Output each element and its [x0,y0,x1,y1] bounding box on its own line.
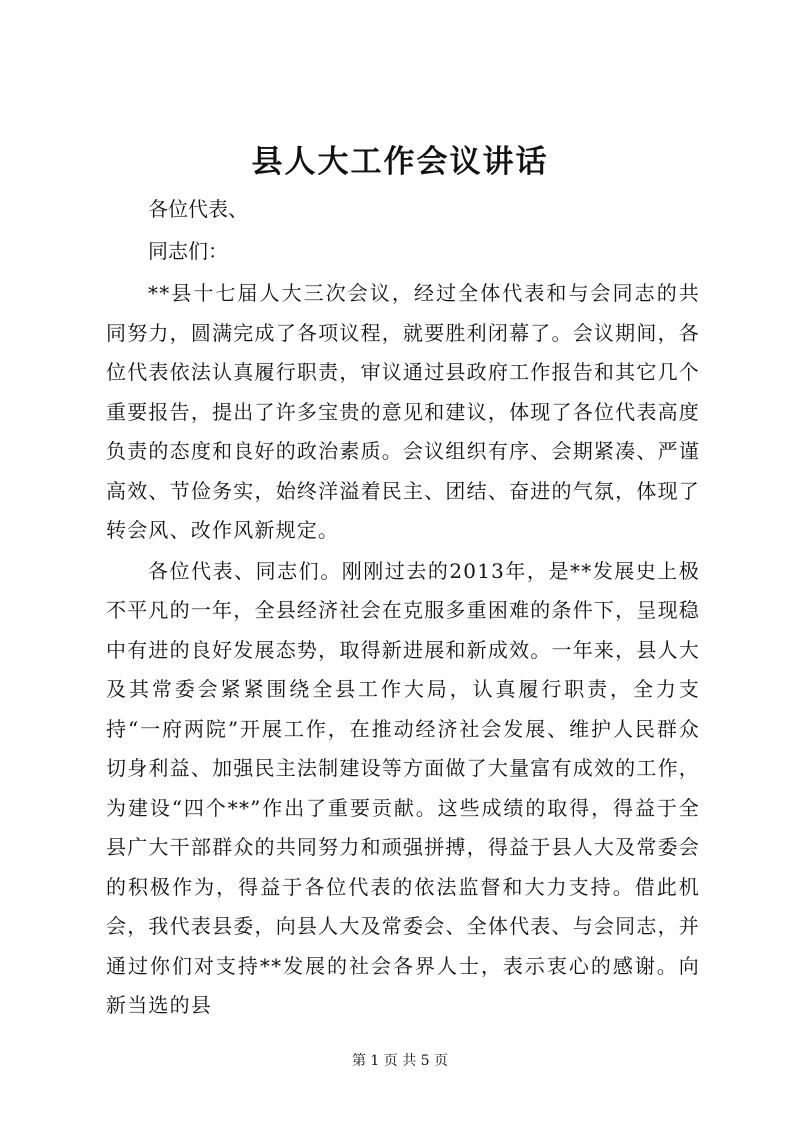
body-paragraph-1: **县十七届人大三次会议，经过全体代表和与会同志的共同努力，圆满完成了各项议程，就要胜利闭幕了。会议期间，各位代表依法认真履行职责，审议通过县政府工作报告和其它几个重要报告，提出了许多宝贵的意见和建议，体现了各位代表高度负责的态度和良好的政治素质。会议组织有序、会期紧凑、严谨高效、节俭务实，始终洋溢着民主、团结、奋进的气氛，体现了转会风、改作风新规定。 [106,281,700,542]
body-paragraph-2: 各位代表、同志们。刚刚过去的2013年，是**发展史上极不平凡的一年，全县经济社会在克服多重困难的条件下，呈现稳中有进的良好发展态势，取得新进展和新成效。一年来，县人大及其常委会紧紧围绕全县工作大局，认真履行职责，全力支持“一府两院”开展工作，在推动经济社会发展、维护人民群众切身利益、加强民主法制建设等方面做了大量富有成效的工作，为建设“四个**”作出了重要贡献。这些成绩的取得，得益于全县广大干部群众的共同努力和顽强拼搏，得益于县人大及常委会的积极作为，得益于各位代表的依法监督和大力支持。借此机会，我代表县委，向县人大及常委会、全体代表、与会同志，并通过你们对支持**发展的社会各界人士，表示衷心的感谢。向新当选的县 [106,558,700,1017]
salutation-line-2: 同志们： [148,239,228,263]
page-total: 共 5 页 [402,1053,449,1069]
page-footer [0,1051,800,1071]
document-title: 县人大工作会议讲话 [251,144,549,180]
page-number: 第 1 页 [351,1053,398,1069]
document-body [106,188,700,1026]
salutation-line-1: 各位代表、 [148,197,248,221]
